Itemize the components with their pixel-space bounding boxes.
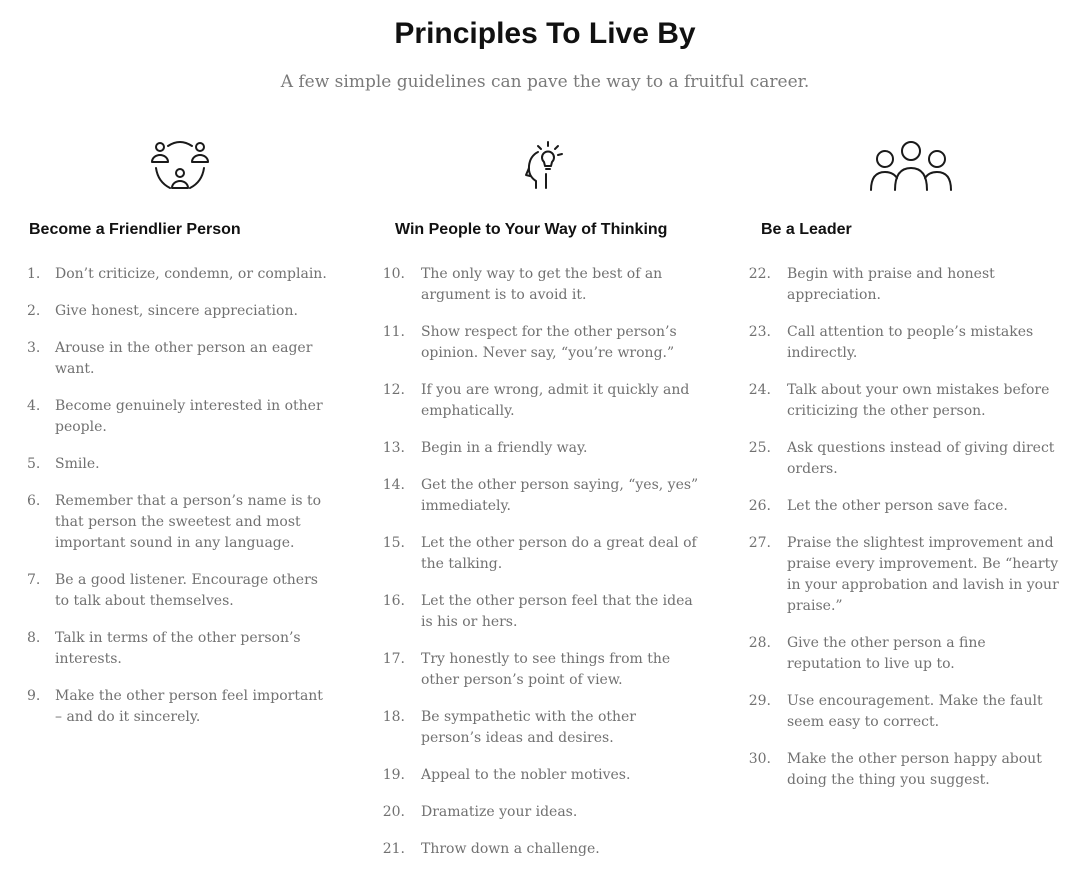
principle-item	[382, 707, 699, 749]
principle-item	[748, 322, 1063, 364]
principle-text: Don’t criticize, condemn, or complain.	[55, 266, 327, 282]
principle-item	[382, 438, 699, 459]
principle-number: 9.	[27, 688, 41, 704]
principle-number: 10.	[382, 266, 405, 282]
principle-text: Smile.	[55, 456, 100, 472]
principle-number: 6.	[27, 493, 41, 509]
principle-number: 29.	[748, 693, 771, 709]
principle-text: Let the other person do a great deal of the talking.	[421, 535, 697, 572]
principle-text: Begin with praise and honest appreciation.	[787, 266, 995, 303]
principle-number: 30.	[748, 751, 771, 767]
principle-text: Get the other person saying, “yes, yes” immediately.	[421, 477, 699, 514]
principle-number: 3.	[27, 340, 41, 356]
principle-text: Use encouragement. Make the fault seem easy to correct.	[787, 693, 1043, 730]
principle-text: Make the other person feel important – and do it sincerely.	[55, 688, 323, 725]
column-heading: Win People to Your Way of Thinking	[395, 221, 668, 238]
column-be-a-leader	[726, 0, 1088, 895]
principle-number: 13.	[382, 440, 405, 456]
principle-item	[748, 749, 1063, 791]
people-network-icon	[148, 138, 212, 194]
principle-text: Show respect for the other person’s opinion. Never say, “you’re wrong.”	[421, 324, 677, 361]
column-friendlier-person	[0, 0, 360, 895]
principle-text: Be sympathetic with the other person’s ideas and desires.	[421, 709, 637, 746]
principle-number: 4.	[27, 398, 41, 414]
principle-item	[748, 691, 1063, 733]
principle-item	[748, 264, 1063, 306]
principle-text: Talk about your own mistakes before criticizing the other person.	[787, 382, 1050, 419]
principle-text: Remember that a person’s name is to that person the sweetest and most important sound in any language.	[55, 493, 322, 551]
principle-item	[27, 454, 327, 475]
principle-text: Talk in terms of the other person’s interests.	[55, 630, 301, 667]
principle-text: Ask questions instead of giving direct orders.	[787, 440, 1055, 477]
column-win-people	[360, 0, 726, 895]
principle-item	[27, 491, 327, 554]
principle-number: 7.	[27, 572, 41, 588]
principle-item	[27, 628, 327, 670]
principle-text: Arouse in the other person an eager want.	[55, 340, 313, 377]
principle-number: 15.	[382, 535, 405, 551]
principle-number: 26.	[748, 498, 771, 514]
principle-list	[27, 264, 327, 744]
principle-item	[748, 438, 1063, 480]
principle-number: 21.	[382, 841, 405, 857]
principle-item	[382, 802, 699, 823]
principle-item	[382, 533, 699, 575]
principle-item	[382, 380, 699, 422]
principle-text: Try honestly to see things from the other person’s point of view.	[421, 651, 671, 688]
principle-number: 17.	[382, 651, 405, 667]
principle-number: 27.	[748, 535, 771, 551]
principle-item	[27, 396, 327, 438]
principle-number: 5.	[27, 456, 41, 472]
principle-list	[382, 264, 699, 876]
principle-text: Call attention to people’s mistakes indirectly.	[787, 324, 1034, 361]
principle-text: Make the other person happy about doing the thing you suggest.	[787, 751, 1042, 788]
principle-text: Become genuinely interested in other people.	[55, 398, 323, 435]
principle-number: 22.	[748, 266, 771, 282]
principle-number: 16.	[382, 593, 405, 609]
principle-item	[27, 570, 327, 612]
principle-text: If you are wrong, admit it quickly and emphatically.	[421, 382, 690, 419]
column-heading: Be a Leader	[761, 221, 852, 238]
principle-number: 28.	[748, 635, 771, 651]
principle-item	[382, 649, 699, 691]
principle-item	[748, 496, 1063, 517]
principle-number: 11.	[382, 324, 405, 340]
principle-item	[748, 380, 1063, 422]
principle-item	[382, 765, 699, 786]
principle-item	[748, 633, 1063, 675]
principle-item	[382, 264, 699, 306]
principle-number: 2.	[27, 303, 41, 319]
page-subtitle: A few simple guidelines can pave the way to a fruitful career.	[280, 72, 810, 92]
principle-number: 18.	[382, 709, 405, 725]
principle-text: Let the other person feel that the idea is his or hers.	[421, 593, 693, 630]
principle-number: 24.	[748, 382, 771, 398]
head-lightbulb-icon	[522, 138, 570, 194]
principle-number: 19.	[382, 767, 405, 783]
principle-item	[748, 533, 1063, 617]
principle-item	[382, 475, 699, 517]
principle-text: Let the other person save face.	[787, 498, 1008, 514]
principle-number: 20.	[382, 804, 405, 820]
principle-item	[27, 686, 327, 728]
principle-text: Appeal to the nobler motives.	[421, 767, 631, 783]
principle-number: 8.	[27, 630, 41, 646]
principle-text: Dramatize your ideas.	[421, 804, 578, 820]
principle-item	[382, 591, 699, 633]
principle-number: 1.	[27, 266, 41, 282]
principle-text: The only way to get the best of an argument is to avoid it.	[421, 266, 663, 303]
principle-number: 25.	[748, 440, 771, 456]
principle-item	[382, 839, 699, 860]
principle-text: Praise the slightest improvement and praise every improvement. Be “hearty in your approbation and lavish in your praise.”	[787, 535, 1059, 614]
principle-text: Give honest, sincere appreciation.	[55, 303, 298, 319]
principle-text: Throw down a challenge.	[421, 841, 600, 857]
principle-item	[27, 301, 327, 322]
page-title: Principles To Live By	[394, 17, 696, 50]
principle-item	[27, 264, 327, 285]
group-people-icon	[869, 138, 953, 194]
principle-text: Be a good listener. Encourage others to talk about themselves.	[55, 572, 318, 609]
principle-number: 23.	[748, 324, 771, 340]
principle-number: 12.	[382, 382, 405, 398]
principle-number: 14.	[382, 477, 405, 493]
principle-text: Begin in a friendly way.	[421, 440, 588, 456]
principle-text: Give the other person a fine reputation to live up to.	[787, 635, 986, 672]
principle-item	[382, 322, 699, 364]
principle-item	[27, 338, 327, 380]
column-heading: Become a Friendlier Person	[29, 221, 241, 238]
principle-list	[748, 264, 1063, 807]
